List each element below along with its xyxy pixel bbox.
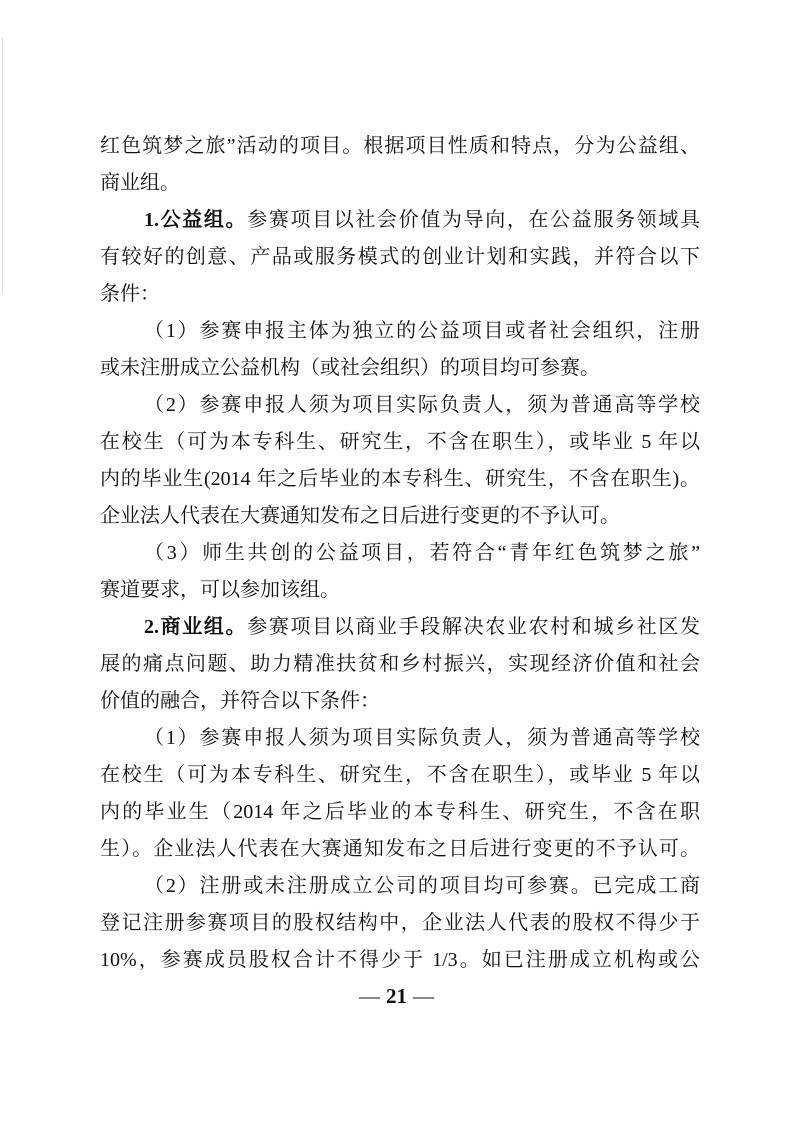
text-line (100, 720, 700, 757)
text-segment: （1）参赛申报主体为独立的公益项目或者社会组织，注册 (144, 320, 700, 342)
text-segment: 价值的融合，并符合以下条件： (100, 690, 380, 712)
text-segment: （2）参赛申报人须为项目实际负责人，须为普通高等学校 (144, 394, 700, 416)
text-segment: 登记注册参赛项目的股权结构中，企业法人代表的股权不得少于 (100, 912, 700, 934)
text-segment: 条件： (100, 283, 160, 305)
text-line (100, 683, 700, 720)
text-segment: 展的痛点问题、助力精准扶贫和乡村振兴，实现经济价值和社会 (100, 653, 700, 675)
page-number (0, 982, 793, 1010)
text-line (100, 350, 700, 387)
text-segment: 参赛项目以社会价值为导向，在公益服务领域具 (247, 209, 701, 231)
text-line (100, 313, 700, 350)
text-segment: （2）注册或未注册成立公司的项目均可参赛。已完成工商 (144, 875, 700, 897)
text-line (100, 387, 700, 424)
text-line (100, 572, 700, 609)
heading-segment: 1.公益组。 (144, 209, 248, 231)
text-segment: 商业组。 (100, 172, 180, 194)
text-line (100, 942, 700, 979)
text-line (100, 757, 700, 794)
page-number-value: 21 (386, 984, 407, 1008)
text-line (100, 202, 700, 239)
text-line (100, 424, 700, 461)
text-segment: 在校生（可为本专科生、研究生，不含在职生），或毕业 5 年以 (100, 764, 700, 786)
document-body (100, 128, 700, 979)
page-number-dash-left: — (359, 984, 380, 1008)
text-segment: 参赛项目以商业手段解决农业农村和城乡社区发 (247, 616, 701, 638)
text-line (100, 535, 700, 572)
text-segment: （1）参赛申报人须为项目实际负责人，须为普通高等学校 (144, 727, 700, 749)
text-line (100, 239, 700, 276)
text-segment: 内的毕业生（2014 年之后毕业的本专科生、研究生，不含在职 (100, 801, 700, 823)
text-segment: 有较好的创意、产品或服务模式的创业计划和实践，并符合以下 (100, 246, 700, 268)
text-line (100, 461, 700, 498)
text-line (100, 905, 700, 942)
text-segment: 赛道要求，可以参加该组。 (100, 579, 340, 601)
text-segment: 内的毕业生(2014 年之后毕业的本专科生、研究生，不含在职生)。 (100, 468, 700, 490)
text-line (100, 276, 700, 313)
text-line (100, 646, 700, 683)
text-segment: 企业法人代表在大赛通知发布之日后进行变更的不予认可。 (100, 505, 620, 527)
text-segment: （3）师生共创的公益项目，若符合“青年红色筑梦之旅” (144, 542, 700, 564)
text-segment: 10%，参赛成员股权合计不得少于 1/3。如已注册成立机构或公 (100, 949, 700, 971)
text-line (100, 794, 700, 831)
text-line (100, 128, 700, 165)
page-number-dash-right: — (413, 984, 434, 1008)
text-segment: 生）。企业法人代表在大赛通知发布之日后进行变更的不予认可。 (100, 838, 700, 860)
text-segment: 在校生（可为本专科生、研究生，不含在职生），或毕业 5 年以 (100, 431, 700, 453)
text-line (100, 609, 700, 646)
text-segment: 或未注册成立公益机构（或社会组织）的项目均可参赛。 (100, 357, 600, 379)
text-line (100, 831, 700, 868)
scan-edge-line (2, 38, 3, 293)
text-line (100, 165, 700, 202)
text-line (100, 498, 700, 535)
text-line (100, 868, 700, 905)
heading-segment: 2.商业组。 (144, 616, 248, 638)
text-segment: 红色筑梦之旅”活动的项目。根据项目性质和特点，分为公益组、 (100, 135, 700, 157)
